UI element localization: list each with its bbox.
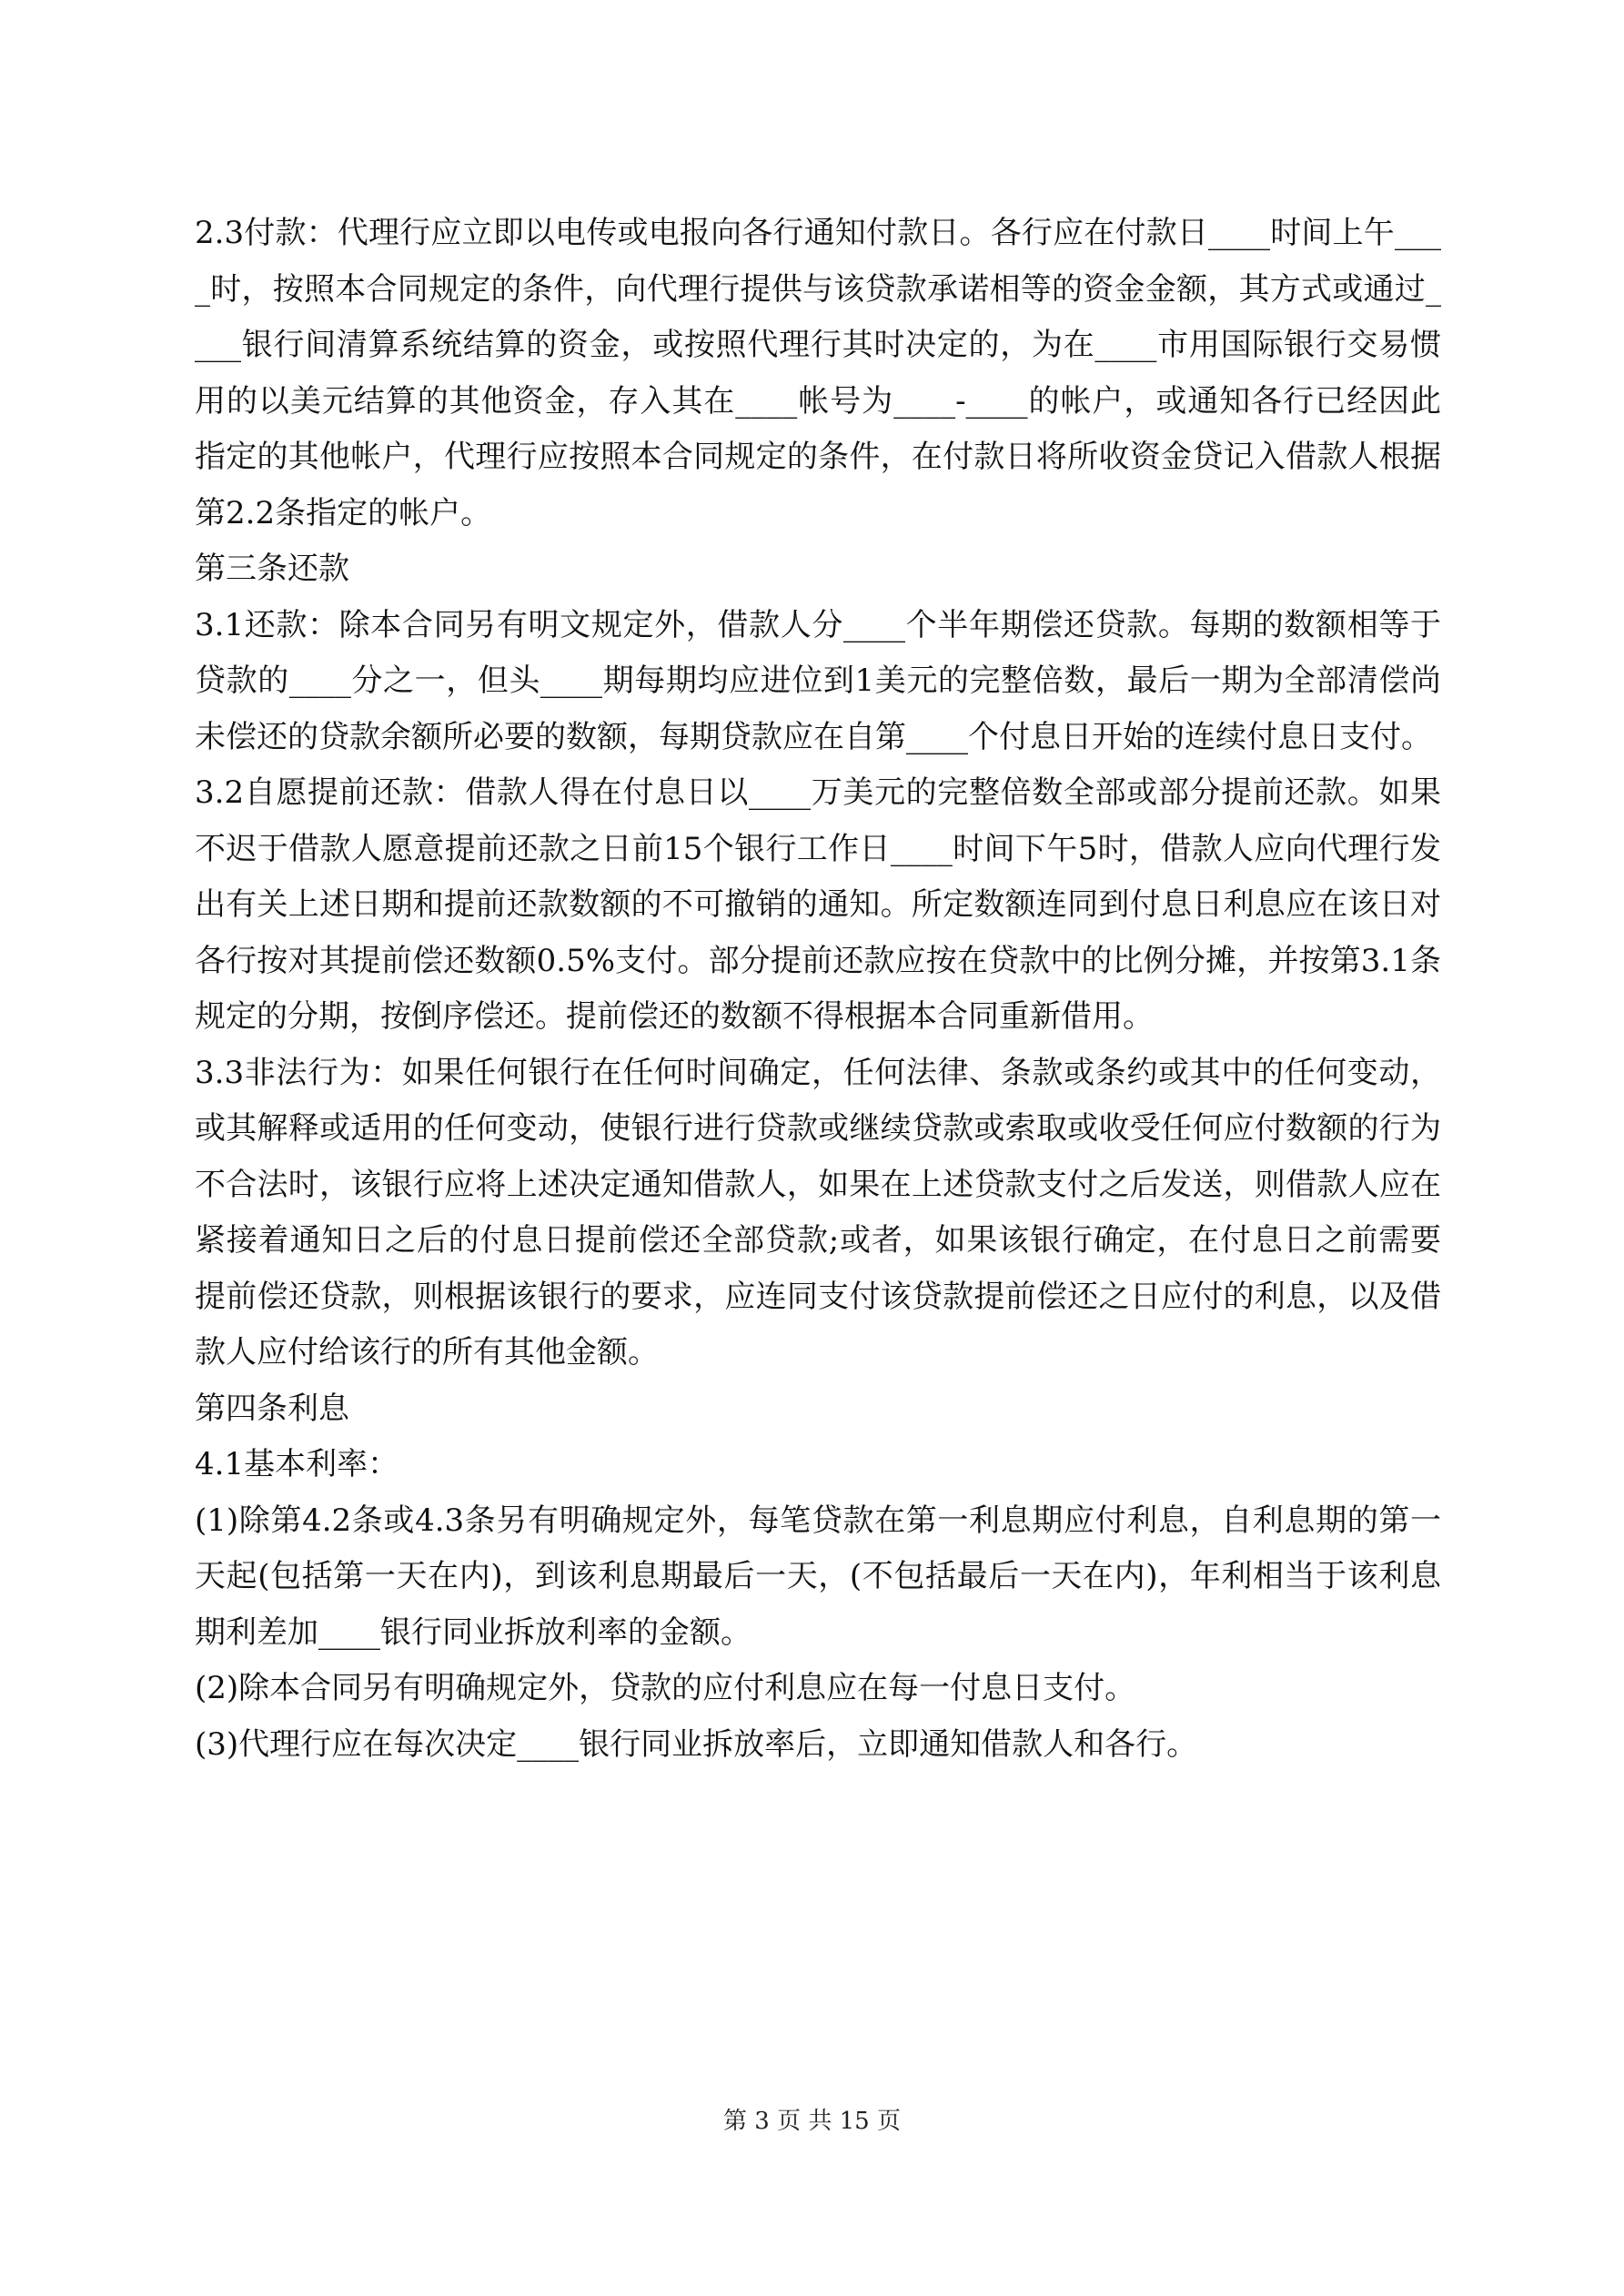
- paragraph-2-3-payment: 2.3付款：代理行应立即以电传或电报向各行通知付款日。各行应在付款日____时间上午____时，按照本合同规定的条件，向代理行提供与该贷款承诺相等的资金金额，其方式或通过____银行间清算系统结算的资金，或按照代理行其时决定的，为在____市用国际银行交易惯用的以美元结算的其他资金，存入其在____帐号为____-____的帐户，或通知各行已经因此指定的其他帐户，代理行应按照本合同规定的条件，在付款日将所收资金贷记入借款人根据第2.2条指定的帐户。: [195, 215, 1441, 531]
- document-body: [195, 206, 1441, 1773]
- section-heading-3-repayment: 第三条还款: [195, 551, 349, 587]
- paragraph-4-1-3: (3)代理行应在每次决定____银行同业拆放率后，立即通知借款人和各行。: [195, 1725, 1198, 1763]
- paragraph-4-1-1: (1)除第4.2条或4.3条另有明确规定外，每笔贷款在第一利息期应付利息，自利息期的第一天起(包括第一天在内)，到该利息期最后一天，(不包括最后一天在内)，年利相当于该利息期利差加____银行同业拆放利率的金额。: [195, 1502, 1441, 1651]
- paragraph-4-1-2: (2)除本合同另有明确规定外，贷款的应付利息应在每一付息日支付。: [195, 1670, 1136, 1706]
- subsection-heading-4-1-base-rate: 4.1基本利率：: [195, 1446, 399, 1482]
- page-footer: 第 3 页 共 15 页: [723, 2108, 901, 2135]
- paragraph-3-2-voluntary-prepayment: 3.2自愿提前还款：借款人得在付息日以____万美元的完整倍数全部或部分提前还款。如果不迟于借款人愿意提前还款之日前15个银行工作日____时间下午5时，借款人应向代理行发出有关上述日期和提前还款数额的不可撤销的通知。所定数额连同到付息日利息应在该日对各行按对其提前偿还数额0.5%支付。部分提前还款应按在贷款中的比例分摊，并按第3.1条规定的分期，按倒序偿还。提前偿还的数额不得根据本合同重新借用。: [195, 774, 1441, 1035]
- paragraph-3-1-repayment: 3.1还款：除本合同另有明文规定外，借款人分____个半年期偿还贷款。每期的数额相等于贷款的____分之一，但头____期每期均应进位到1美元的完整倍数，最后一期为全部清偿尚未偿还的贷款余额所必要的数额，每期贷款应在自第____个付息日开始的连续付息日支付。: [195, 606, 1441, 755]
- section-heading-4-interest: 第四条利息: [195, 1390, 349, 1427]
- paragraph-3-3-illegality: 3.3非法行为：如果任何银行在任何时间确定，任何法律、条款或条约或其中的任何变动，或其解释或适用的任何变动，使银行进行贷款或继续贷款或索取或收受任何应付数额的行为不合法时，该银行应将上述决定通知借款人，如果在上述贷款支付之后发送，则借款人应在紧接着通知日之后的付息日提前偿还全部贷款;或者，如果该银行确定，在付息日之前需要提前偿还贷款，则根据该银行的要求，应连同支付该贷款提前偿还之日应付的利息，以及借款人应付给该行的所有其他金额。: [195, 1054, 1441, 1371]
